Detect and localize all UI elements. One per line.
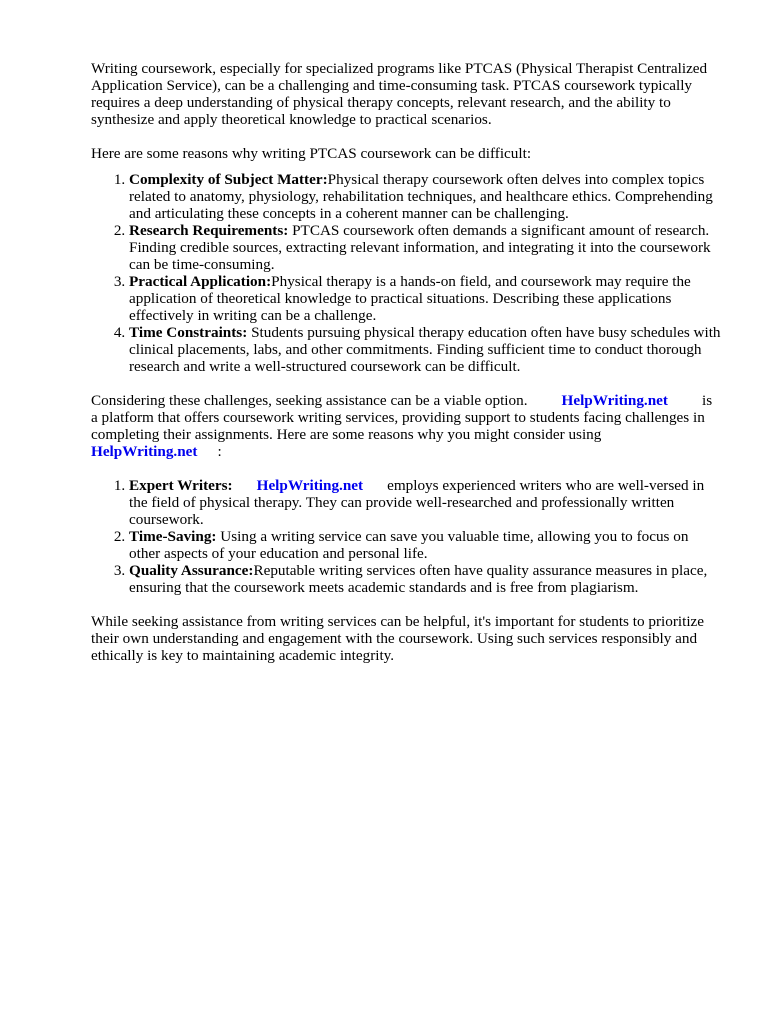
reason-text: Students pursuing physical therapy education often have busy schedules with clinical placements, labs, and other commitments. Finding sufficient time to conduct thorough research and write a well-structured coursework can be difficult. — [129, 324, 721, 375]
document-page — [91, 60, 721, 681]
considering-before: Considering these challenges, seeking assistance can be a viable option. — [91, 392, 528, 409]
benefit-text: Using a writing service can save you valuable time, allowing you to focus on other aspects of your education and personal life. — [129, 528, 689, 562]
considering-middle: is a platform that offers coursework writing services, providing support to students facing challenges in completing their assignments. Here are some reasons why you might consider using — [91, 392, 713, 443]
helpwriting-link[interactable]: HelpWriting.net — [256, 477, 364, 494]
benefit-term: Quality Assurance: — [129, 562, 254, 579]
considering-paragraph — [91, 392, 721, 460]
list-item — [129, 222, 721, 273]
benefit-term: Expert Writers: — [129, 477, 233, 494]
helpwriting-link[interactable]: HelpWriting.net — [561, 392, 668, 409]
closing-paragraph: While seeking assistance from writing services can be helpful, it's important for students to prioritize their own understanding and engagement with the coursework. Using such services responsibly and ethically is key to maintaining academic integrity. — [91, 613, 705, 664]
considering-after: : — [217, 443, 222, 460]
list-item — [129, 324, 721, 375]
benefits-list — [91, 477, 721, 596]
helpwriting-link[interactable]: HelpWriting.net — [91, 443, 198, 460]
list-item — [129, 273, 721, 324]
reason-term: Practical Application: — [129, 273, 272, 290]
list-item — [129, 477, 721, 528]
reason-text: Physical therapy is a hands-on field, and coursework may require the application of theoretical knowledge to practical situations. Describing these applications effectively in writing can be a challenge. — [129, 273, 691, 324]
list-item — [129, 562, 721, 596]
reason-text: Physical therapy coursework often delves into complex topics related to anatomy, physiology, rehabilitation techniques, and healthcare ethics. Comprehending and articulating these concepts in a coherent manner can be challenging. — [129, 171, 713, 222]
reasons-intro: Here are some reasons why writing PTCAS coursework can be difficult: — [91, 145, 532, 162]
reason-term: Complexity of Subject Matter: — [129, 171, 328, 188]
benefit-text: employs experienced writers who are well-versed in the field of physical therapy. They can provide well-researched and professionally written coursework. — [129, 477, 705, 528]
reasons-list — [91, 171, 721, 375]
list-item — [129, 171, 721, 222]
benefit-text: Reputable writing services often have quality assurance measures in place, ensuring that the coursework meets academic standards and is free from plagiarism. — [129, 562, 708, 596]
reason-term: Research Requirements: — [129, 222, 289, 239]
intro-paragraph: Writing coursework, especially for specialized programs like PTCAS (Physical Therapist Centralized Application Service), can be a challenging and time-consuming task. PTCAS coursework typically requires a deep understanding of physical therapy concepts, relevant research, and the ability to synthesize and apply theoretical knowledge to practical scenarios. — [91, 60, 708, 128]
reason-term: Time Constraints: — [129, 324, 248, 341]
reason-text: PTCAS coursework often demands a significant amount of research. Finding credible sources, extracting relevant information, and integrating it into the coursework can be time-consuming. — [129, 222, 711, 273]
benefit-term: Time-Saving: — [129, 528, 217, 545]
list-item — [129, 528, 721, 562]
